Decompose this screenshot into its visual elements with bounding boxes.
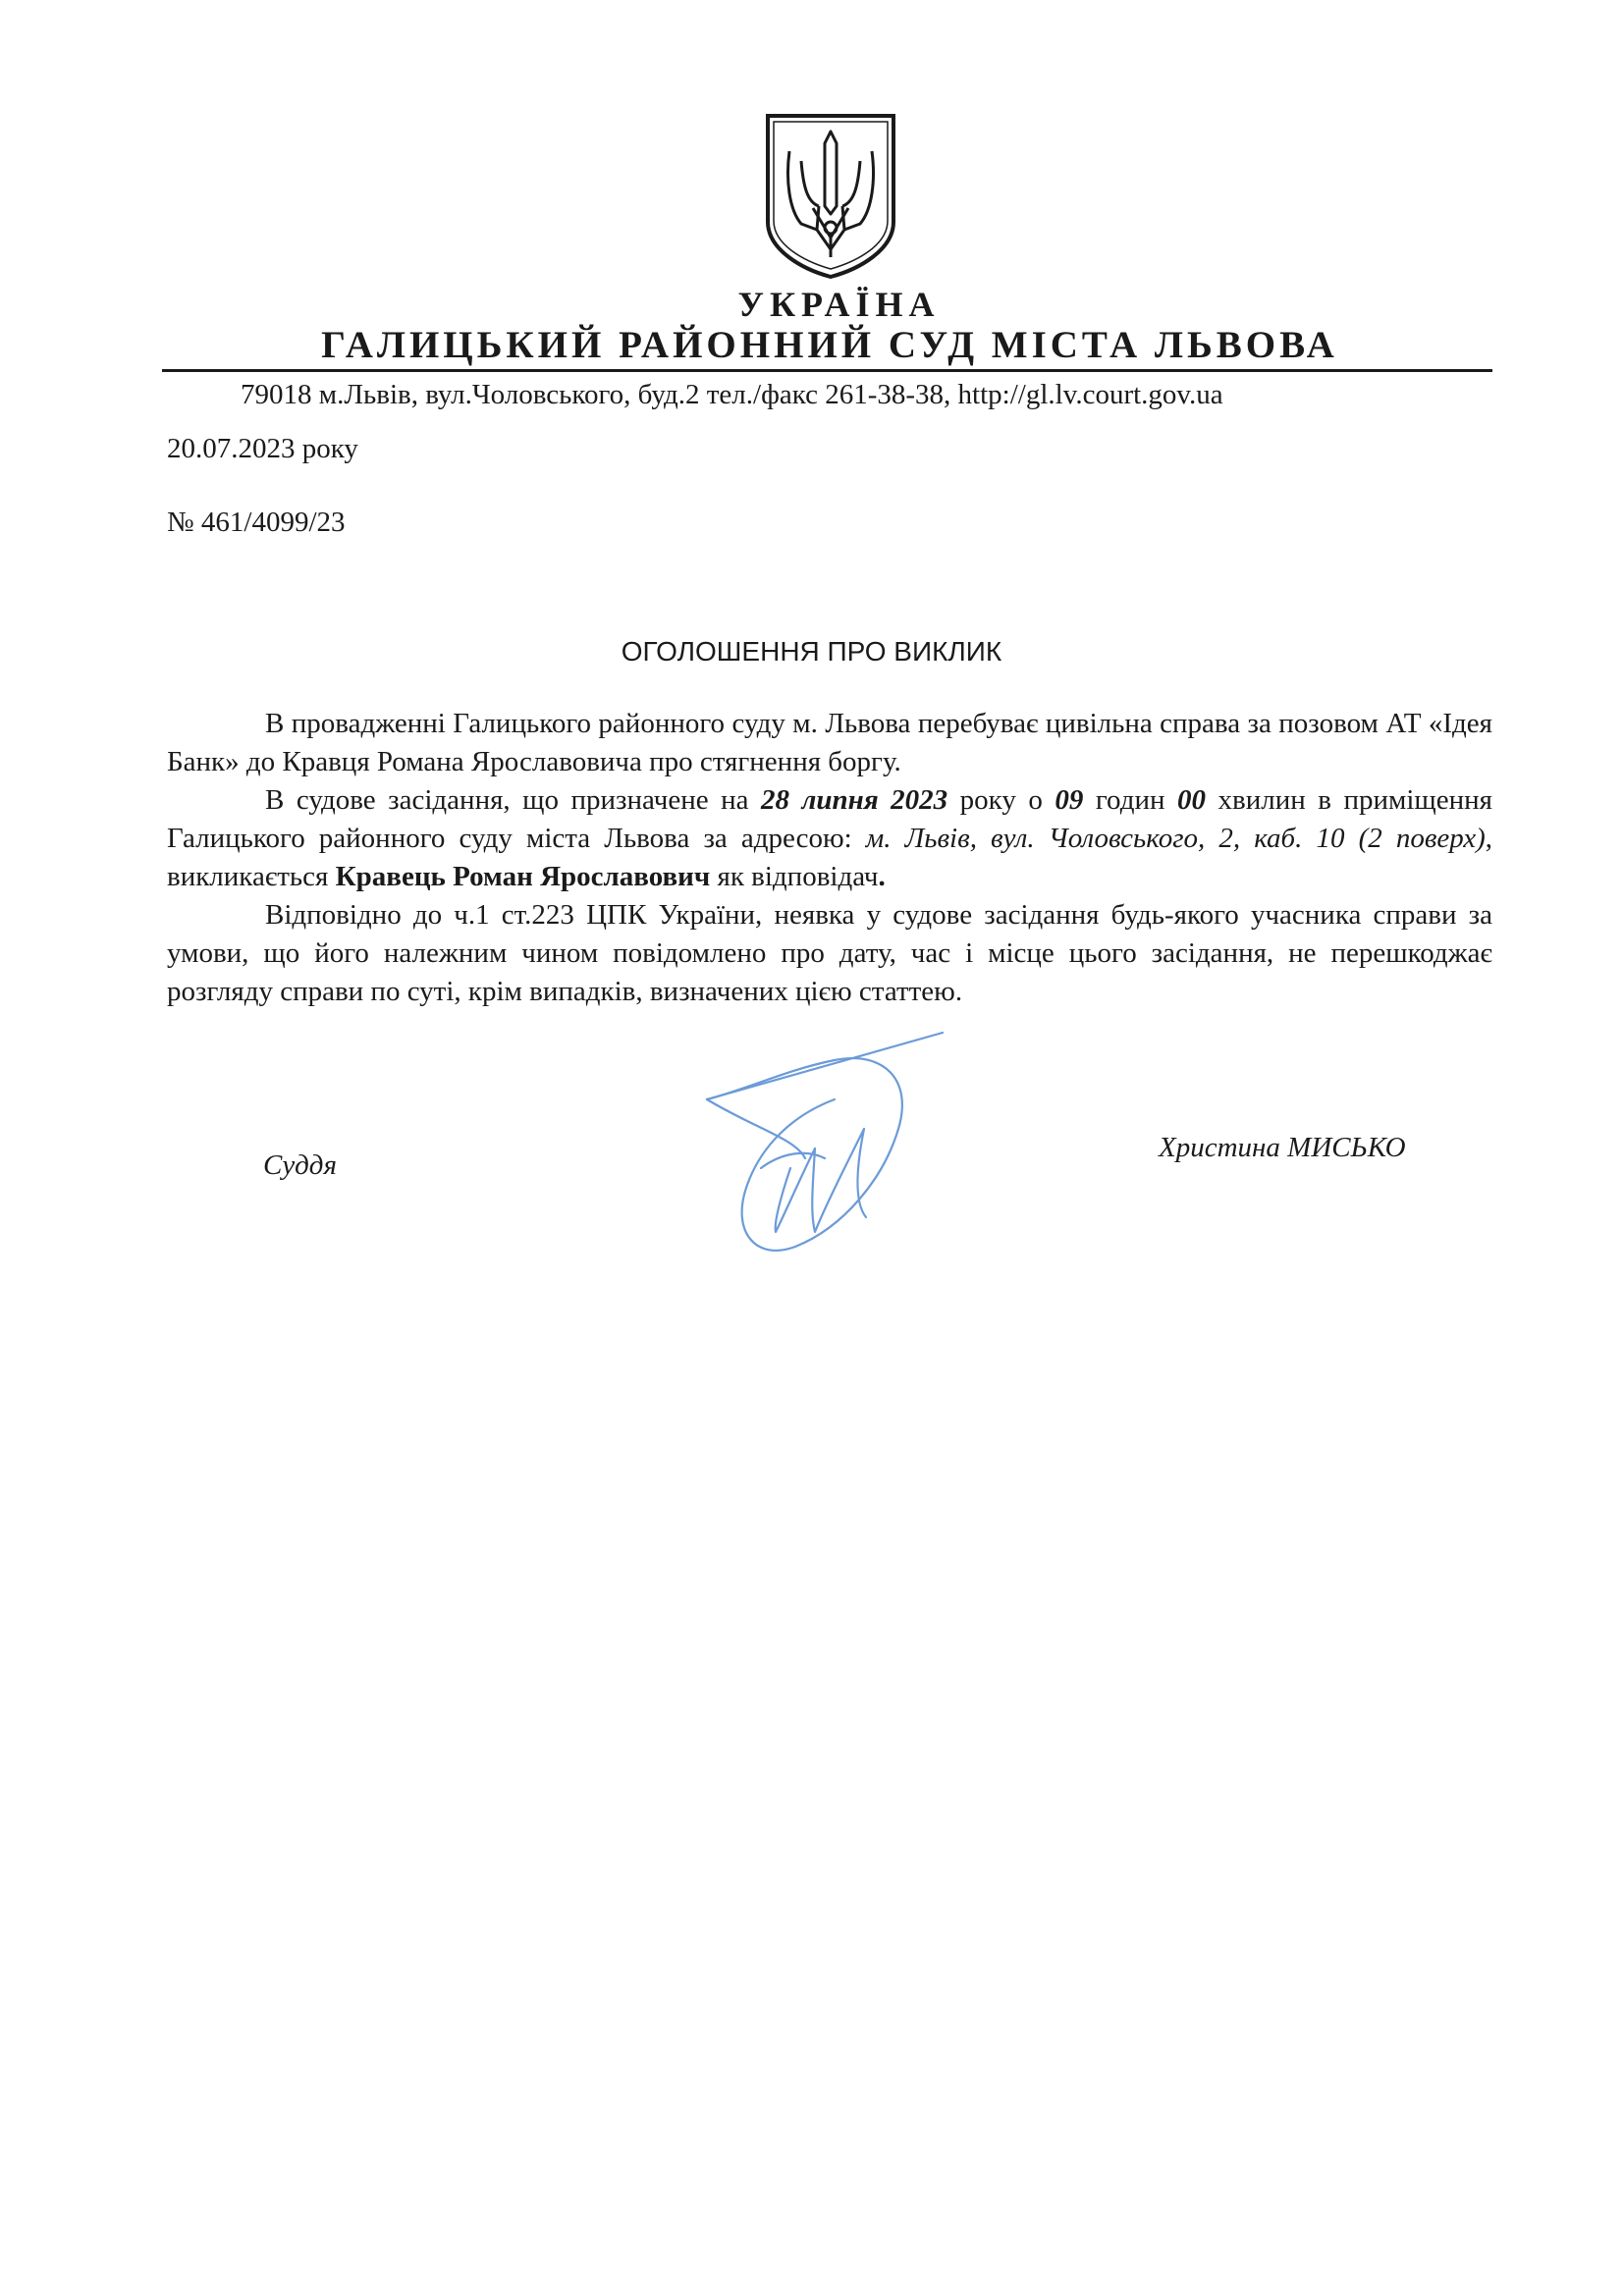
hearing-date: 28 липня 2023 [760, 784, 948, 816]
case-number: № 461/4099/23 [167, 507, 346, 538]
trident-coat-of-arms-icon [762, 112, 899, 281]
hearing-address: м. Львів, вул. Чоловського, 2, каб. 10 (2 поверх) [865, 823, 1486, 854]
handwritten-signature-icon [687, 1021, 962, 1266]
document-title: ОГОЛОШЕННЯ ПРО ВИКЛИК [621, 636, 1002, 667]
header-divider [162, 369, 1492, 372]
hearing-minute: 00 [1177, 784, 1207, 816]
signer-name: Христина МИСЬКО [1159, 1132, 1406, 1163]
header-court-name: ГАЛИЦЬКИЙ РАЙОННИЙ СУД МІСТА ЛЬВОВА [321, 324, 1338, 366]
header-address: 79018 м.Львів, вул.Чоловського, буд.2 тел./факс 261-38-38, http://gl.lv.court.gov.ua [241, 379, 1223, 410]
paragraph-legal-basis: Відповідно до ч.1 ст.223 ЦПК України, неявка у судове засідання будь-якого учасника справи за умови, що його належним чином повідомлено про дату, час і місце цього засідання, не перешкоджає розгляду справи по суті, крім випадків, визначених цією статтею. [167, 899, 1492, 1007]
signer-role: Суддя [263, 1149, 337, 1181]
paragraph-summons: В судове засідання, що призначене на 28 липня 2023 року о 09 годин 00 хвилин в приміщення Галицького районного суду міста Львова за адресою: м. Львів, вул. Чоловського, 2, каб. 10 (2 поверх), викликається Кравець Роман Ярославович як відповідач. [167, 784, 1492, 892]
defendant-name: Кравець Роман Ярославович [335, 861, 711, 892]
document-date: 20.07.2023 року [167, 433, 358, 464]
paragraph-case: В провадженні Галицького районного суду м. Львова перебуває цивільна справа за позовом АТ «Ідея Банк» до Кравця Романа Ярославовича про стягнення боргу. [167, 708, 1492, 777]
header-country: УКРАЇНА [737, 285, 941, 324]
hearing-hour: 09 [1055, 784, 1084, 816]
